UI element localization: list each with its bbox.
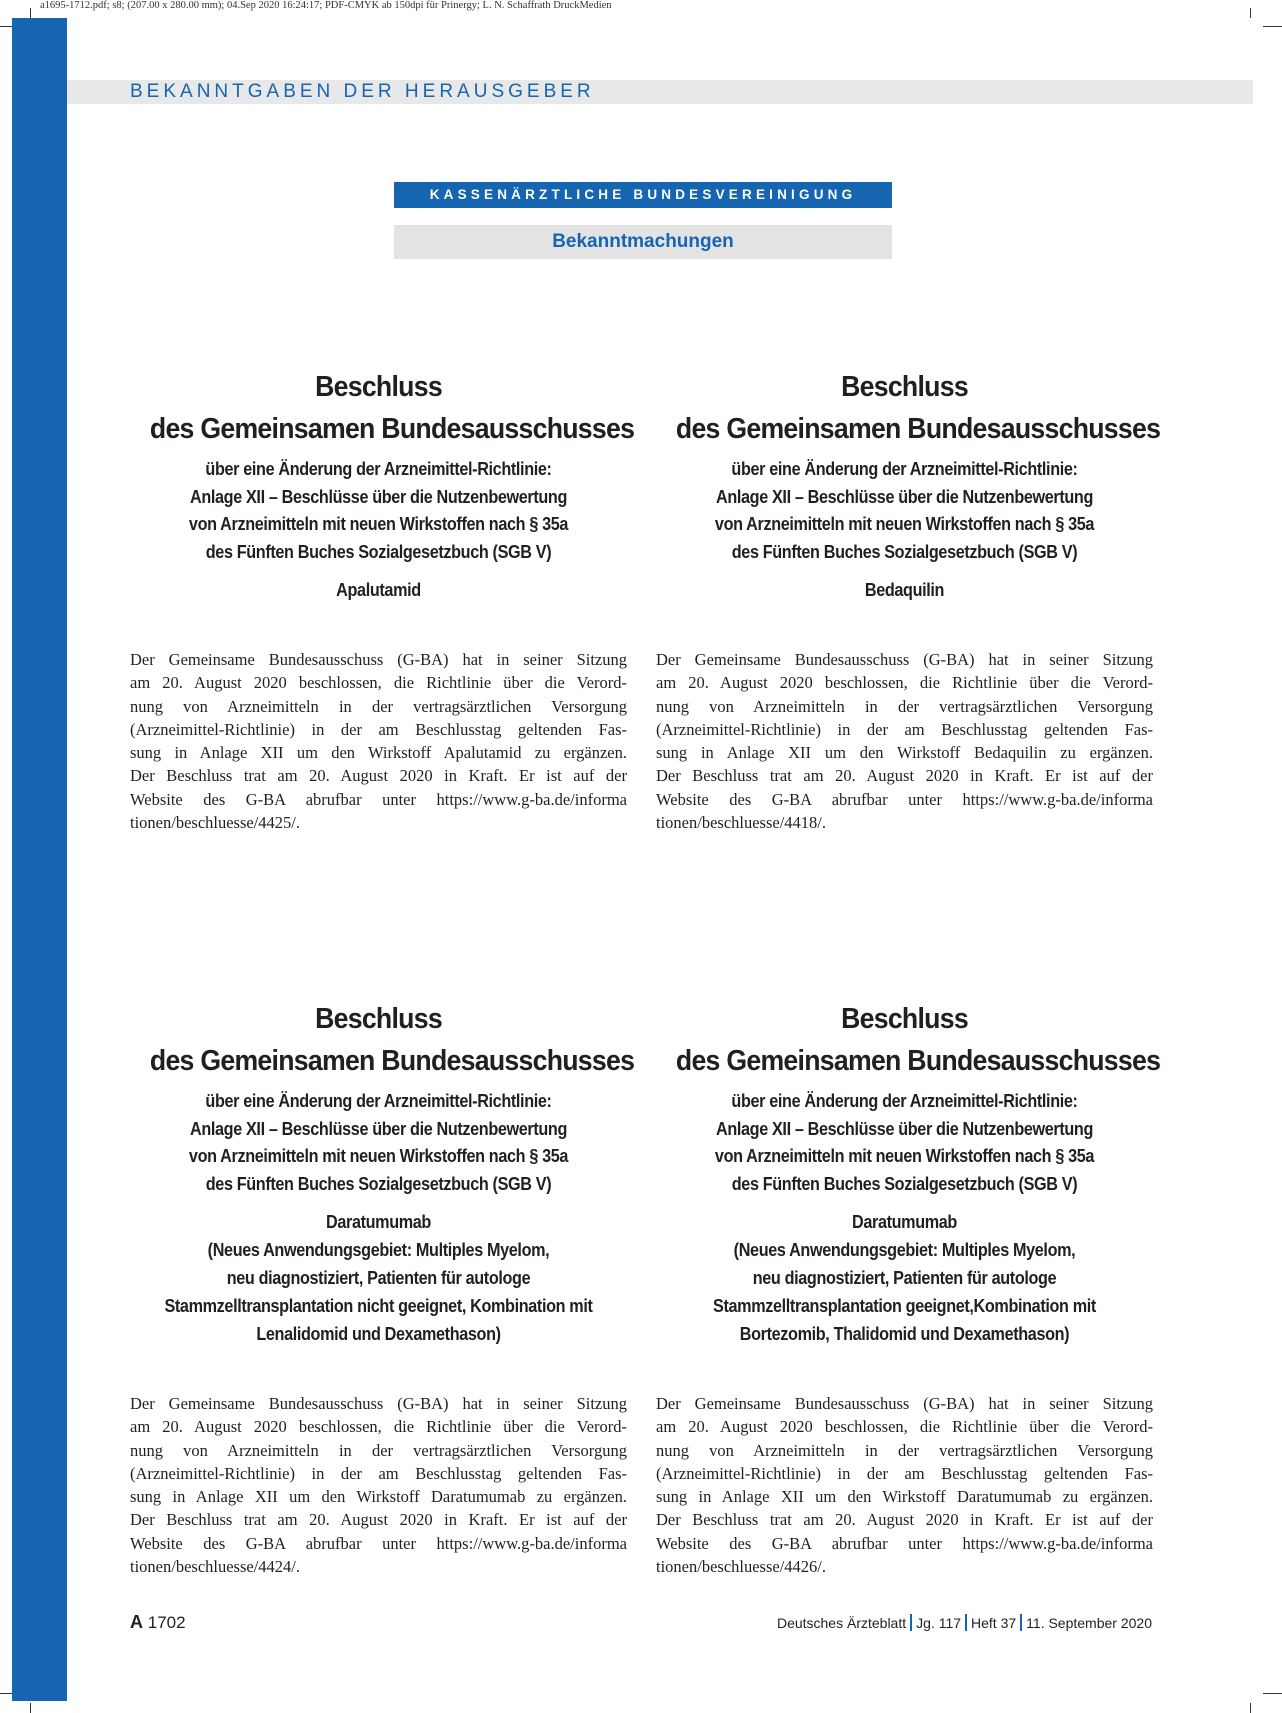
- drug-line: neu diagnostiziert, Patienten für autologe: [752, 1268, 1057, 1288]
- title-line: Beschluss: [315, 371, 442, 403]
- crop-mark: [1250, 1703, 1251, 1713]
- subtitle-line: von Arzneimitteln mit neuen Wirkstoffen nach § 35a: [188, 1146, 569, 1166]
- body-line: (Arzneimittel-Richtlinie) in der am Beschlusstag geltenden Fas-: [656, 719, 1153, 739]
- body-line: Der Gemeinsame Bundesausschuss (G-BA) hat in seiner Sitzung: [656, 650, 1153, 669]
- body-line: nung von Arzneimitteln in der vertragsärztlichen Versorgung: [656, 696, 1153, 716]
- drug-line: Stammzelltransplantation geeignet,Kombination mit: [713, 1296, 1096, 1316]
- notice-daratumumab-not-eligible: [130, 998, 635, 1348]
- title-line: Beschluss: [315, 1003, 442, 1035]
- notice-body: [656, 648, 1153, 834]
- body-line: tionen/beschluesse/4426/.: [656, 1557, 827, 1577]
- body-line: tionen/beschluesse/4418/.: [656, 813, 827, 833]
- crop-mark: [1263, 1693, 1282, 1694]
- drug-line: Bedaquilin: [864, 580, 945, 600]
- body-line: Der Beschluss trat am 20. August 2020 in Kraft. Er ist auf der: [130, 1510, 627, 1530]
- notice-drug: [681, 576, 1128, 604]
- journal-date: 11. September 2020: [1026, 1615, 1152, 1631]
- subtitle-line: Anlage XII – Beschlüsse über die Nutzenbewertung: [189, 1118, 568, 1139]
- title-line: Beschluss: [841, 371, 968, 403]
- notice-subtitle: [155, 456, 602, 566]
- body-line: am 20. August 2020 beschlossen, die Richtlinie über die Verord-: [130, 1417, 627, 1437]
- notice-subtitle: [681, 456, 1128, 566]
- drug-line: (Neues Anwendungsgebiet: Multiples Myelom,: [207, 1240, 550, 1260]
- drug-line: Lenalidomid und Dexamethason): [256, 1324, 501, 1344]
- subtitle-line: des Fünften Buches Sozialgesetzbuch (SGB V): [205, 1173, 552, 1194]
- heading-banner: Bekanntmachungen: [394, 225, 892, 259]
- crop-mark: [30, 1703, 31, 1713]
- notice-drug: [155, 576, 602, 604]
- subtitle-line: Anlage XII – Beschlüsse über die Nutzenbewertung: [189, 486, 568, 507]
- notice-title: [675, 366, 1161, 450]
- notice-subtitle: [681, 1088, 1128, 1198]
- separator: [965, 1614, 967, 1631]
- subtitle-line: des Fünften Buches Sozialgesetzbuch (SGB V): [731, 1173, 1078, 1194]
- journal-volume: Jg. 117: [916, 1615, 962, 1631]
- section-title: BEKANNTGABEN DER HERAUSGEBER: [130, 81, 595, 102]
- subtitle-line: über eine Änderung der Arzneimittel-Richtlinie:: [205, 1091, 552, 1111]
- drug-line: Apalutamid: [336, 580, 421, 600]
- drug-line: Stammzelltransplantation nicht geeignet, Kombination mit: [164, 1296, 593, 1316]
- notice-bedaquilin: [656, 366, 1161, 604]
- body-line: sung in Anlage XII um den Wirkstoff Daratumumab zu ergänzen.: [130, 1487, 627, 1507]
- notice-body: [130, 1392, 627, 1578]
- body-line: am 20. August 2020 beschlossen, die Richtlinie über die Verord-: [130, 673, 627, 693]
- notice-title: [675, 998, 1161, 1082]
- body-line: sung in Anlage XII um den Wirkstoff Daratumumab zu ergänzen.: [656, 1487, 1153, 1507]
- page-prefix: A: [130, 1612, 143, 1632]
- crop-mark: [0, 26, 12, 27]
- subtitle-line: des Fünften Buches Sozialgesetzbuch (SGB V): [205, 541, 552, 562]
- subtitle-line: von Arzneimitteln mit neuen Wirkstoffen nach § 35a: [714, 1146, 1095, 1166]
- separator: [1020, 1614, 1022, 1631]
- body-line: (Arzneimittel-Richtlinie) in der am Beschlusstag geltenden Fas-: [656, 1463, 1153, 1483]
- drug-line: (Neues Anwendungsgebiet: Multiples Myelom,: [733, 1240, 1076, 1260]
- body-line: Der Gemeinsame Bundesausschuss (G-BA) hat in seiner Sitzung: [130, 1394, 627, 1413]
- journal-issue: Heft 37: [971, 1615, 1017, 1631]
- title-line: des Gemeinsamen Bundesausschusses: [149, 1045, 635, 1077]
- notice-body: [656, 1392, 1153, 1578]
- organization-banner: KASSENÄRZTLICHE BUNDESVEREINIGUNG: [394, 182, 892, 208]
- crop-mark: [0, 1693, 12, 1694]
- journal-footer: [777, 1614, 1152, 1631]
- body-line: (Arzneimittel-Richtlinie) in der am Beschlusstag geltenden Fas-: [130, 1463, 627, 1483]
- title-line: des Gemeinsamen Bundesausschusses: [675, 1045, 1161, 1077]
- print-slug: a1695-1712.pdf; s8; (207.00 x 280.00 mm); 04.Sep 2020 16:24:17; PDF-CMYK ab 150dpi für Prinergy; L. N. Schaffrath DruckMedien: [40, 0, 612, 11]
- body-line: Website des G-BA abrufbar unter https://www.g-ba.de/informa: [130, 1533, 627, 1553]
- body-line: Website des G-BA abrufbar unter https://www.g-ba.de/informa: [656, 789, 1153, 809]
- subtitle-line: über eine Änderung der Arzneimittel-Richtlinie:: [205, 459, 552, 479]
- notice-body: [130, 648, 627, 834]
- separator: [910, 1614, 912, 1631]
- notice-title: [149, 998, 635, 1082]
- body-line: tionen/beschluesse/4424/.: [130, 1557, 301, 1577]
- crop-mark: [30, 8, 31, 18]
- notice-apalutamid: [130, 366, 635, 604]
- drug-line: neu diagnostiziert, Patienten für autologe: [226, 1268, 531, 1288]
- body-line: (Arzneimittel-Richtlinie) in der am Beschlusstag geltenden Fas-: [130, 719, 627, 739]
- body-line: Website des G-BA abrufbar unter https://www.g-ba.de/informa: [130, 789, 627, 809]
- margin-color-bar: [12, 18, 67, 1701]
- body-line: nung von Arzneimitteln in der vertragsärztlichen Versorgung: [130, 696, 627, 716]
- subtitle-line: des Fünften Buches Sozialgesetzbuch (SGB V): [731, 541, 1078, 562]
- notice-subtitle: [155, 1088, 602, 1198]
- notice-drug: [155, 1208, 602, 1348]
- drug-line: Daratumumab: [326, 1212, 431, 1232]
- drug-line: Bortezomib, Thalidomid und Dexamethason): [739, 1324, 1070, 1344]
- body-line: am 20. August 2020 beschlossen, die Richtlinie über die Verord-: [656, 673, 1153, 693]
- page-number-value: 1702: [147, 1613, 186, 1632]
- title-line: des Gemeinsamen Bundesausschusses: [675, 413, 1161, 445]
- body-line: sung in Anlage XII um den Wirkstoff Bedaquilin zu ergänzen.: [656, 743, 1153, 763]
- body-line: Der Gemeinsame Bundesausschuss (G-BA) hat in seiner Sitzung: [130, 650, 627, 669]
- body-line: am 20. August 2020 beschlossen, die Richtlinie über die Verord-: [656, 1417, 1153, 1437]
- subtitle-line: Anlage XII – Beschlüsse über die Nutzenbewertung: [715, 486, 1094, 507]
- body-line: Website des G-BA abrufbar unter https://www.g-ba.de/informa: [656, 1533, 1153, 1553]
- body-line: tionen/beschluesse/4425/.: [130, 813, 301, 833]
- notice-drug: [681, 1208, 1128, 1348]
- crop-mark: [1250, 8, 1251, 18]
- subtitle-line: über eine Änderung der Arzneimittel-Richtlinie:: [731, 1091, 1078, 1111]
- body-line: nung von Arzneimitteln in der vertragsärztlichen Versorgung: [130, 1440, 627, 1460]
- title-line: des Gemeinsamen Bundesausschusses: [149, 413, 635, 445]
- title-line: Beschluss: [841, 1003, 968, 1035]
- page-number: [130, 1612, 186, 1633]
- body-line: Der Beschluss trat am 20. August 2020 in Kraft. Er ist auf der: [130, 766, 627, 786]
- body-line: nung von Arzneimitteln in der vertragsärztlichen Versorgung: [656, 1440, 1153, 1460]
- subtitle-line: über eine Änderung der Arzneimittel-Richtlinie:: [731, 459, 1078, 479]
- body-line: Der Gemeinsame Bundesausschuss (G-BA) hat in seiner Sitzung: [656, 1394, 1153, 1413]
- body-line: Der Beschluss trat am 20. August 2020 in Kraft. Er ist auf der: [656, 766, 1153, 786]
- subtitle-line: von Arzneimitteln mit neuen Wirkstoffen nach § 35a: [714, 514, 1095, 534]
- drug-line: Daratumumab: [852, 1212, 957, 1232]
- body-line: sung in Anlage XII um den Wirkstoff Apalutamid zu ergänzen.: [130, 743, 627, 763]
- subtitle-line: von Arzneimitteln mit neuen Wirkstoffen nach § 35a: [188, 514, 569, 534]
- crop-mark: [1263, 26, 1282, 27]
- subtitle-line: Anlage XII – Beschlüsse über die Nutzenbewertung: [715, 1118, 1094, 1139]
- body-line: Der Beschluss trat am 20. August 2020 in Kraft. Er ist auf der: [656, 1510, 1153, 1530]
- journal-name: Deutsches Ärzteblatt: [776, 1615, 907, 1631]
- notice-daratumumab-eligible: [656, 998, 1161, 1348]
- notice-title: [149, 366, 635, 450]
